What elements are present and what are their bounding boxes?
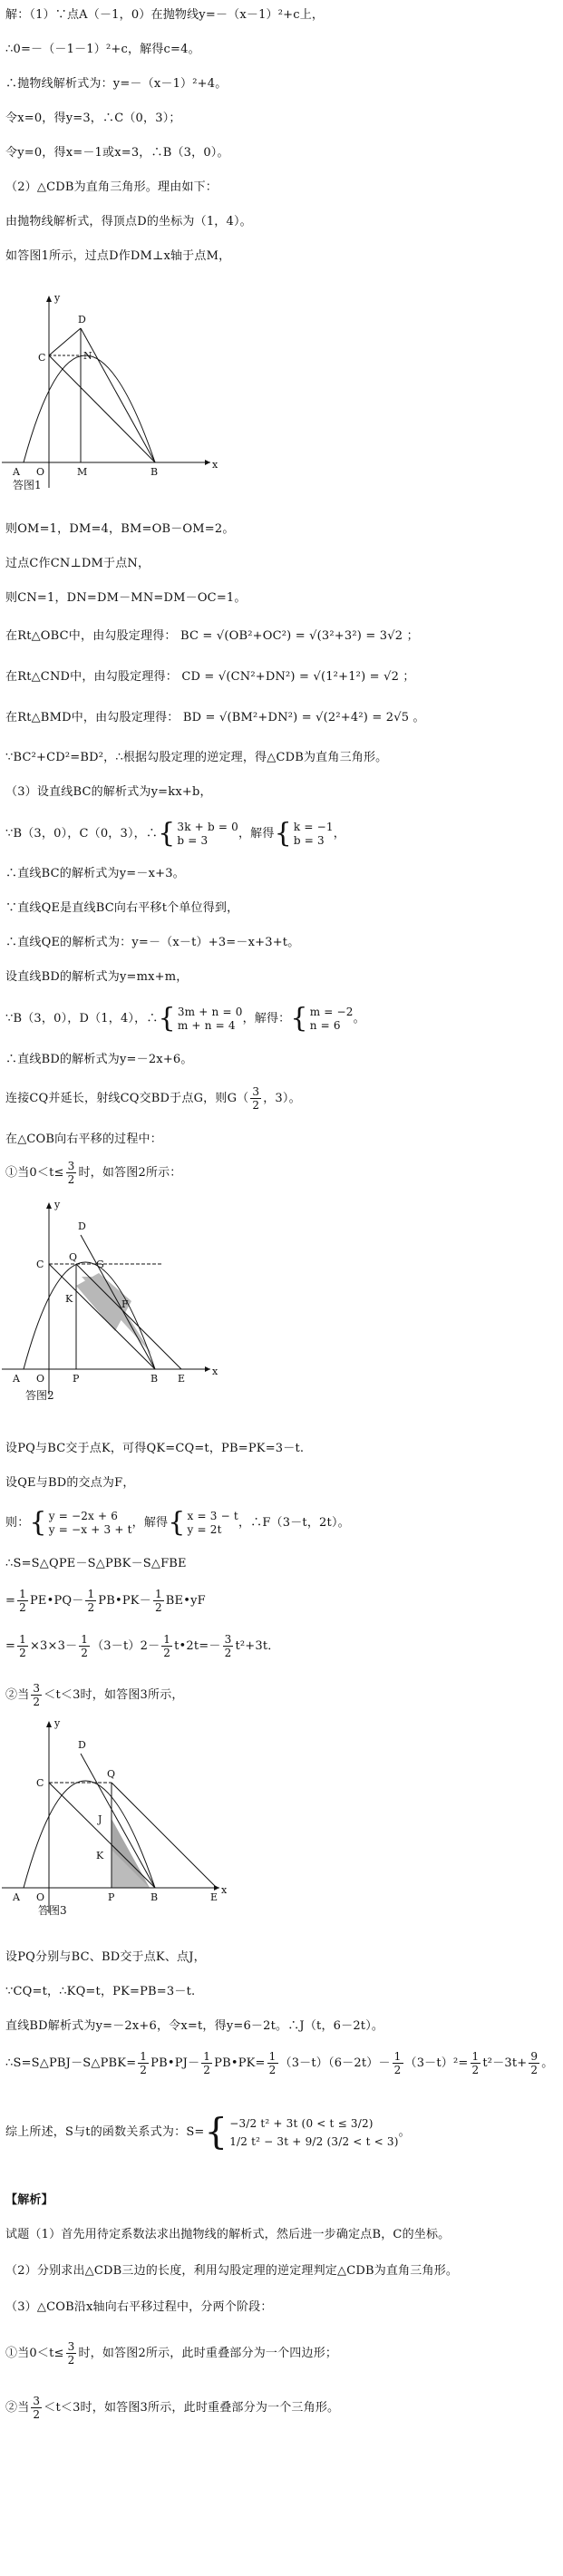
figure-caption: 答图2 — [25, 1389, 54, 1402]
text-line: （3）△COB沿x轴向右平移过程中，分两个阶段： — [5, 2300, 273, 2314]
text-line: 则OM=1，DM=4，BM=OB－OM=2。 — [5, 522, 235, 536]
text-segment: （3－t）²= — [404, 2056, 469, 2070]
axis-x-label: x — [212, 459, 218, 471]
formula-bc: BC = √(OB²+OC²) = √(3²+3²) = 3√2 ； — [180, 629, 419, 643]
point-p-label: P — [108, 1891, 115, 1903]
point-d-label: D — [78, 1739, 86, 1751]
point-a-label: A — [13, 1373, 20, 1385]
fraction: $\frac{1}{2}$ — [19, 1588, 26, 1614]
text-line: （3）设直线BC的解析式为y=kx+b， — [5, 785, 212, 799]
text-segment: ②当 — [5, 2401, 30, 2415]
text-line: ∴0=－（－1－1）²+c，解得c=4。 — [5, 43, 200, 56]
fraction: $\frac{1}{2}$ — [140, 2050, 148, 2076]
text-segment: ①当0＜t≤ — [5, 1166, 64, 1180]
text-segment: ∵B（3，0），C（0，3），∴ — [5, 827, 159, 841]
equation-line — [5, 1632, 279, 1661]
point-a-label: A — [13, 466, 20, 478]
system-row: y = 2t — [187, 1522, 222, 1536]
section-heading: 【解析】 — [5, 2193, 53, 2207]
piecewise-case: 1/2 t² − 3t + 9/2 (3/2 < t < 3) — [229, 2134, 399, 2148]
point-e-label: E — [178, 1373, 186, 1385]
text-segment: = — [5, 1594, 16, 1608]
point-o-label: O — [36, 466, 45, 478]
point-b-label: B — [150, 466, 159, 478]
text-segment: ∵B（3，0），D（1，4），∴ — [5, 1012, 159, 1026]
text-line: 在△COB向右平移的过程中： — [5, 1132, 162, 1146]
text-line: 则CN=1，DN=DM－MN=DM－OC=1。 — [5, 591, 247, 605]
equation-line: 则：{ y = −2x + 6 y = −x + 3 + t，解得{ x = 3 − t y = 2t ，∴F（3－t，2t）。 — [5, 1506, 350, 1539]
point-m-label: M — [77, 466, 88, 478]
text-line: 设QE与BD的交点为F， — [5, 1476, 135, 1490]
text-line: 直线BD解析式为y=－2x+6，令x=t，得y=6－2t。∴J（t，6－2t）。 — [5, 2019, 384, 2033]
system-row: m + n = 4 — [177, 1018, 236, 1032]
equation-line — [5, 1681, 184, 1710]
formula-cd: CD = √(CN²+DN²) = √(1²+1²) = √2 ； — [181, 670, 415, 684]
fraction: $\frac{3}{2}$ — [67, 2340, 75, 2367]
axis-y-label: y — [54, 1199, 61, 1210]
fraction: $\frac{3}{2}$ — [67, 1160, 75, 1186]
text-segment: （3－t）（6－2t）－ — [279, 2056, 391, 2070]
text-segment: ①当0＜t≤ — [5, 2347, 64, 2360]
point-d-label: D — [78, 314, 86, 326]
text-segment: PB•PK－ — [98, 1594, 151, 1608]
point-e-label: E — [210, 1891, 218, 1903]
axis-x-label: x — [221, 1884, 228, 1896]
text-line: 设PQ分别与BC、BD交于点K、点J， — [5, 1950, 206, 1964]
equation-line — [5, 628, 419, 645]
text-line: 令y=0，得x=－1或x=3，∴B（3，0）。 — [5, 146, 229, 160]
point-d-label: D — [78, 1220, 86, 1232]
fraction: $\frac{1}{2}$ — [268, 2050, 277, 2076]
fraction: $\frac{3}{2}$ — [33, 1682, 41, 1708]
text-segment: 连接CQ并延长，射线CQ交BD于点G，则G（ — [5, 1092, 249, 1105]
equation-line — [5, 1159, 182, 1188]
formula-bd: BD = √(BM²+DN²) = √(2²+4²) = 2√5 。 — [182, 711, 425, 724]
system-row: k = −1 — [293, 820, 334, 833]
text-segment: 时，如答图2所示： — [78, 1166, 182, 1180]
fraction: $\frac{1}{2}$ — [81, 1633, 89, 1659]
text-line: （2）分别求出△CDB三边的长度，利用勾股定理的逆定理判定△CDB为直角三角形。 — [5, 2264, 459, 2278]
text-segment: ∴S=S△PBJ－S△PBK= — [5, 2056, 137, 2070]
point-b-label: B — [150, 1891, 159, 1903]
fraction: $\frac{1}{2}$ — [87, 1588, 95, 1614]
fraction: $\frac{3}{2}$ — [33, 2395, 41, 2421]
text-segment: PE•PQ－ — [29, 1594, 84, 1608]
system-row: y = −x + 3 + t — [48, 1522, 132, 1536]
figure-1 — [0, 288, 236, 506]
text-segment: 时，如答图2所示，此时重叠部分为一个四边形； — [78, 2347, 338, 2360]
system-row: x = 3 − t — [187, 1509, 238, 1522]
equation-line: 综上所述，S与t的函数关系式为：S={ −3/2 t² + 3t (0 < t ≤ 3/2) 1/2 t² − 3t + 9/2 (3/2 < t < 3)。 — [5, 2111, 411, 2153]
fraction: $\frac{1}{2}$ — [154, 1588, 162, 1614]
text-segment: 。 — [353, 1012, 365, 1026]
text-segment: ，解得 — [238, 827, 275, 841]
text-line: ∵BC²+CD²=BD²，∴根据勾股定理的逆定理，得△CDB为直角三角形。 — [5, 751, 388, 764]
system-row: m = −2 — [309, 1005, 354, 1018]
point-b-label: B — [150, 1373, 159, 1385]
axis-y-label: y — [54, 292, 61, 304]
equation-line — [5, 2339, 337, 2368]
text-segment: PB•PK= — [214, 2056, 266, 2070]
equation-line — [5, 2394, 339, 2423]
text-segment: ②当 — [5, 1688, 30, 1702]
text-segment: （3－t）2－ — [92, 1639, 160, 1653]
point-j-label: J — [98, 1813, 102, 1825]
system-row: 3k + b = 0 — [177, 820, 238, 833]
text-line: ∴直线BC的解析式为y=－x+3。 — [5, 867, 185, 880]
fraction: $\frac{3}{2}$ — [224, 1633, 232, 1659]
text-line: ∵CQ=t，∴KQ=t，PK=PB=3－t. — [5, 1985, 196, 1998]
equation-line — [5, 710, 425, 726]
text-segment: 在Rt△BMD中，由勾股定理得： — [5, 711, 180, 724]
text-line: 试题（1）首先用待定系数法求出抛物线的解析式，然后进一步确定点B，C的坐标。 — [5, 2228, 451, 2241]
text-segment: ， — [333, 827, 345, 841]
point-k-label: K — [96, 1850, 104, 1862]
system-row: 3m + n = 0 — [177, 1005, 243, 1018]
figure-2 — [0, 1195, 236, 1413]
equation-line — [5, 669, 415, 685]
fraction: $\frac{1}{2}$ — [163, 1633, 171, 1659]
equation-line — [5, 1084, 301, 1113]
text-line: 解：（1）∵点A（－1，0）在抛物线y=－（x－1）²+c上， — [5, 8, 325, 22]
equation-line — [5, 1587, 206, 1616]
text-line: （2）△CDB为直角三角形。理由如下： — [5, 180, 218, 194]
text-segment: t²+3t． — [235, 1639, 280, 1653]
equation-line: ∵B（3，0），D（1，4），∴{ 3m + n = 0 m + n = 4 ，解得：{ m = −2 n = 6 。 — [5, 1002, 365, 1035]
text-segment: ×3×3－ — [29, 1639, 78, 1653]
point-g-label: G — [96, 1259, 104, 1270]
text-segment: 。 — [398, 2125, 411, 2139]
point-c-label: C — [36, 1777, 44, 1789]
text-segment: BE•yF — [165, 1594, 206, 1608]
text-segment: ＜t＜3时，如答图3所示，此时重叠部分为一个三角形。 — [44, 2401, 340, 2415]
system-row: b = 3 — [293, 833, 325, 847]
text-segment: 。 — [541, 2056, 554, 2070]
axis-y-label: y — [54, 1717, 61, 1729]
point-n-label: N — [83, 350, 92, 362]
point-q-label: Q — [107, 1768, 116, 1780]
piecewise-case: −3/2 t² + 3t (0 < t ≤ 3/2) — [229, 2116, 374, 2130]
text-segment: 则： — [5, 1516, 30, 1530]
text-segment: t•2t=－ — [174, 1639, 221, 1653]
text-segment: ，∴F（3－t，2t）。 — [238, 1516, 350, 1530]
text-segment: = — [5, 1639, 16, 1653]
point-f-label: F — [121, 1298, 129, 1310]
text-segment: ，解得 — [131, 1516, 169, 1530]
figure-caption: 答图1 — [13, 479, 42, 491]
text-line: 如答图1所示，过点D作DM⊥x轴于点M， — [5, 249, 231, 263]
text-segment: ，解得： — [242, 1012, 291, 1026]
system-row: b = 3 — [177, 833, 209, 847]
equation-line — [5, 2049, 553, 2078]
fraction: $\frac{1}{2}$ — [471, 2050, 480, 2076]
system-row: y = −2x + 6 — [48, 1509, 119, 1522]
figure-3 — [0, 1714, 245, 1931]
text-line: 过点C作CN⊥DM于点N， — [5, 557, 150, 570]
text-segment: t²－3t+ — [482, 2056, 528, 2070]
point-k-label: K — [65, 1293, 73, 1305]
point-p-label: P — [73, 1373, 80, 1385]
point-q-label: Q — [69, 1251, 78, 1263]
equation-line: ∵B（3，0），C（0，3），∴{ 3k + b = 0 b = 3 ，解得{ k = −1 b = 3 ， — [5, 817, 345, 850]
text-line: ∴抛物线解析式为：y=－（x－1）²+4。 — [5, 77, 228, 91]
fraction: $\frac{1}{2}$ — [19, 1633, 26, 1659]
figure-caption: 答图3 — [38, 1904, 67, 1917]
text-segment: 在Rt△OBC中，由勾股定理得： — [5, 629, 177, 643]
text-line: 由抛物线解析式，得顶点D的坐标为（1，4）。 — [5, 215, 252, 228]
text-segment: PB•PJ－ — [150, 2056, 200, 2070]
text-line: ∴S=S△QPE－S△PBK－S△FBE — [5, 1557, 187, 1570]
text-segment: 综上所述，S与t的函数关系式为：S= — [5, 2125, 205, 2139]
text-segment: ＜t＜3时，如答图3所示， — [44, 1688, 184, 1702]
point-c-label: C — [38, 352, 46, 364]
fraction: $\frac{9}{2}$ — [530, 2050, 539, 2076]
text-line: ∵直线QE是直线BC向右平移t个单位得到， — [5, 901, 239, 915]
text-line: 令x=0，得y=3，∴C（0，3）； — [5, 112, 181, 125]
fraction: $\frac{1}{2}$ — [393, 2050, 402, 2076]
text-segment: ，3）。 — [263, 1092, 301, 1105]
fraction: $\frac{1}{2}$ — [203, 2050, 211, 2076]
point-o-label: O — [36, 1891, 45, 1903]
text-line: ∴直线QE的解析式为：y=－（x－t）+3=－x+3+t。 — [5, 936, 300, 949]
system-row: n = 6 — [309, 1018, 341, 1032]
axis-x-label: x — [212, 1366, 218, 1377]
fraction: $\frac{3}{2}$ — [252, 1085, 260, 1112]
text-segment: 在Rt△CND中，由勾股定理得： — [5, 670, 178, 684]
text-line: ∴直线BD的解析式为y=－2x+6。 — [5, 1053, 193, 1066]
text-line: 设PQ与BC交于点K，可得QK=CQ=t，PB=PK=3－t. — [5, 1442, 305, 1455]
point-o-label: O — [36, 1373, 45, 1385]
text-line: 设直线BD的解析式为y=mx+m， — [5, 970, 189, 984]
point-a-label: A — [13, 1891, 20, 1903]
point-c-label: C — [36, 1259, 44, 1270]
